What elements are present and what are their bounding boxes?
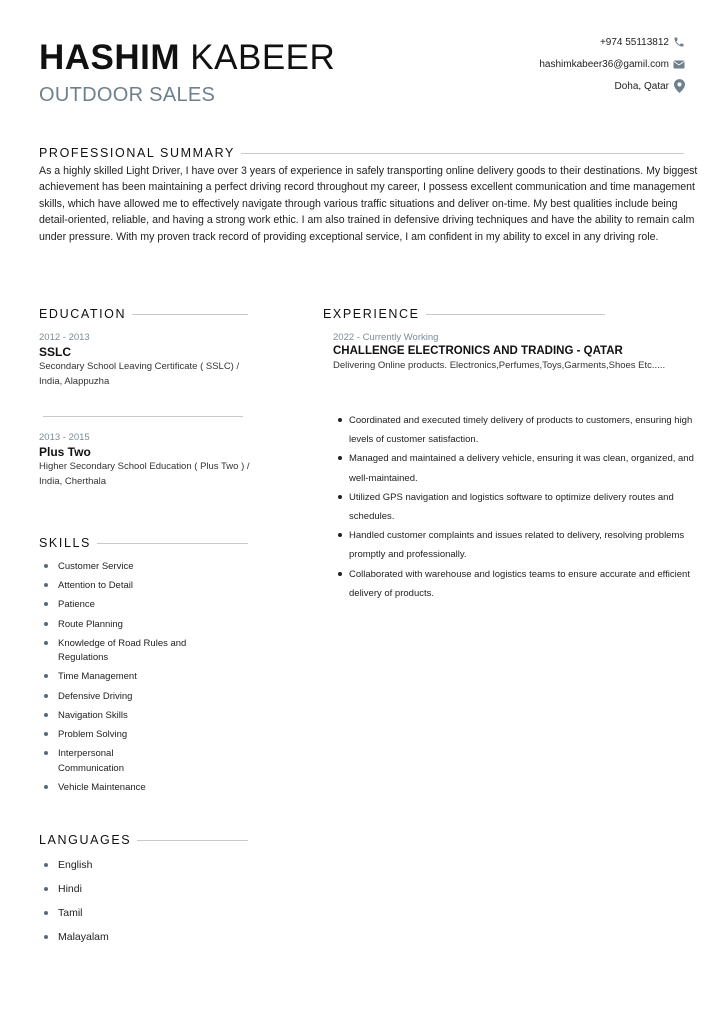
- experience-heading: [323, 307, 605, 321]
- skill-item: Navigation Skills: [44, 709, 194, 724]
- summary-heading-label: PROFESSIONAL SUMMARY: [39, 146, 235, 160]
- phone-icon: [673, 36, 685, 48]
- section-divider: [97, 543, 248, 544]
- education-date: 2013 - 2015: [39, 432, 90, 443]
- first-name: HASHIM: [39, 38, 181, 77]
- skill-item: Customer Service: [44, 560, 194, 575]
- experience-heading-label: EXPERIENCE: [323, 307, 420, 321]
- section-divider: [426, 314, 605, 315]
- experience-date: 2022 - Currently Working: [333, 332, 439, 343]
- education-degree: Plus Two: [39, 445, 91, 459]
- experience-item: [333, 332, 678, 373]
- education-item: [39, 332, 254, 389]
- location-row: [539, 80, 685, 92]
- education-description: Higher Secondary School Education ( Plus Two ) / India, Cherthala: [39, 461, 250, 487]
- skill-item: Defensive Driving: [44, 690, 194, 705]
- language-item: Malayalam: [44, 930, 194, 944]
- skills-list: [44, 560, 194, 800]
- phone-number[interactable]: +974 55113812: [599, 36, 669, 48]
- last-name: KABEER: [190, 38, 336, 77]
- experience-bullets: [338, 411, 698, 603]
- experience-bullet: Collaborated with warehouse and logistics teams to ensure accurate and efficient delivery of products.: [338, 565, 698, 603]
- education-heading-label: EDUCATION: [39, 307, 127, 321]
- email-address[interactable]: hashimkabeer36@gamil.com: [539, 58, 669, 70]
- contact-info: [539, 36, 685, 102]
- skill-item: Attention to Detail: [44, 579, 194, 594]
- language-item: Hindi: [44, 882, 194, 896]
- experience-description: Delivering Online products. Electronics,Perfumes,Toys,Garments,Shoes Etc.....: [333, 360, 666, 371]
- language-item: English: [44, 858, 194, 872]
- summary-heading: [39, 146, 684, 160]
- phone-row: [539, 36, 685, 48]
- candidate-name: [39, 38, 335, 78]
- languages-list: [44, 858, 194, 954]
- languages-heading-label: LANGUAGES: [39, 833, 132, 847]
- section-divider: [137, 840, 248, 841]
- skill-item: Problem Solving: [44, 728, 194, 743]
- languages-heading: [39, 833, 248, 847]
- experience-bullet: Utilized GPS navigation and logistics software to optimize delivery routes and schedules.: [338, 488, 698, 526]
- skill-item: Knowledge of Road Rules and Regulations: [44, 637, 194, 666]
- experience-company: CHALLENGE ELECTRONICS AND TRADING - QATAR: [333, 345, 623, 357]
- education-degree: SSLC: [39, 345, 72, 359]
- skills-heading-label: SKILLS: [39, 536, 91, 550]
- experience-bullet: Coordinated and executed timely delivery of products to customers, ensuring high levels of customer satisfaction.: [338, 411, 698, 449]
- language-item: Tamil: [44, 906, 194, 920]
- skill-item: Time Management: [44, 670, 194, 685]
- section-divider: [241, 153, 684, 154]
- envelope-icon: [673, 58, 685, 70]
- skill-item: Route Planning: [44, 618, 194, 633]
- skill-item: Vehicle Maintenance: [44, 781, 194, 796]
- summary-text: As a highly skilled Light Driver, I have over 3 years of experience in safely transporting online delivery goods to their destinations. My biggest achievement has been maintaining a perfect driving record throughout my career, I possess excellent communication and time management skills, which have allowed me to effectively navigate through various traffic situations and deliver on-time. My best qualities include being detail-oriented, reliable, and having a strong work ethic. I am also trained in defensive driving techniques and have the ability to remain calm under pressure. With my proven track record of providing exceptional service, I am confident in my ability to excel in any driving role.: [39, 165, 698, 243]
- education-date: 2012 - 2013: [39, 332, 90, 343]
- map-pin-icon: [673, 80, 685, 92]
- job-title: OUTDOOR SALES: [39, 84, 216, 106]
- experience-bullet: Managed and maintained a delivery vehicle, ensuring it was clean, organized, and well-maintained.: [338, 449, 698, 487]
- email-row: [539, 58, 685, 70]
- education-item: [39, 432, 254, 489]
- skill-item: Interpersonal Communication: [44, 747, 154, 776]
- experience-bullet: Handled customer complaints and issues related to delivery, resolving problems promptly and professionally.: [338, 526, 698, 564]
- education-description: Secondary School Leaving Certificate ( SSLC) / India, Alappuzha: [39, 361, 240, 387]
- education-divider: [43, 416, 243, 417]
- education-heading: [39, 307, 248, 321]
- skill-item: Patience: [44, 598, 194, 613]
- location-text: Doha, Qatar: [614, 80, 669, 92]
- skills-heading: [39, 536, 248, 550]
- section-divider: [132, 314, 248, 315]
